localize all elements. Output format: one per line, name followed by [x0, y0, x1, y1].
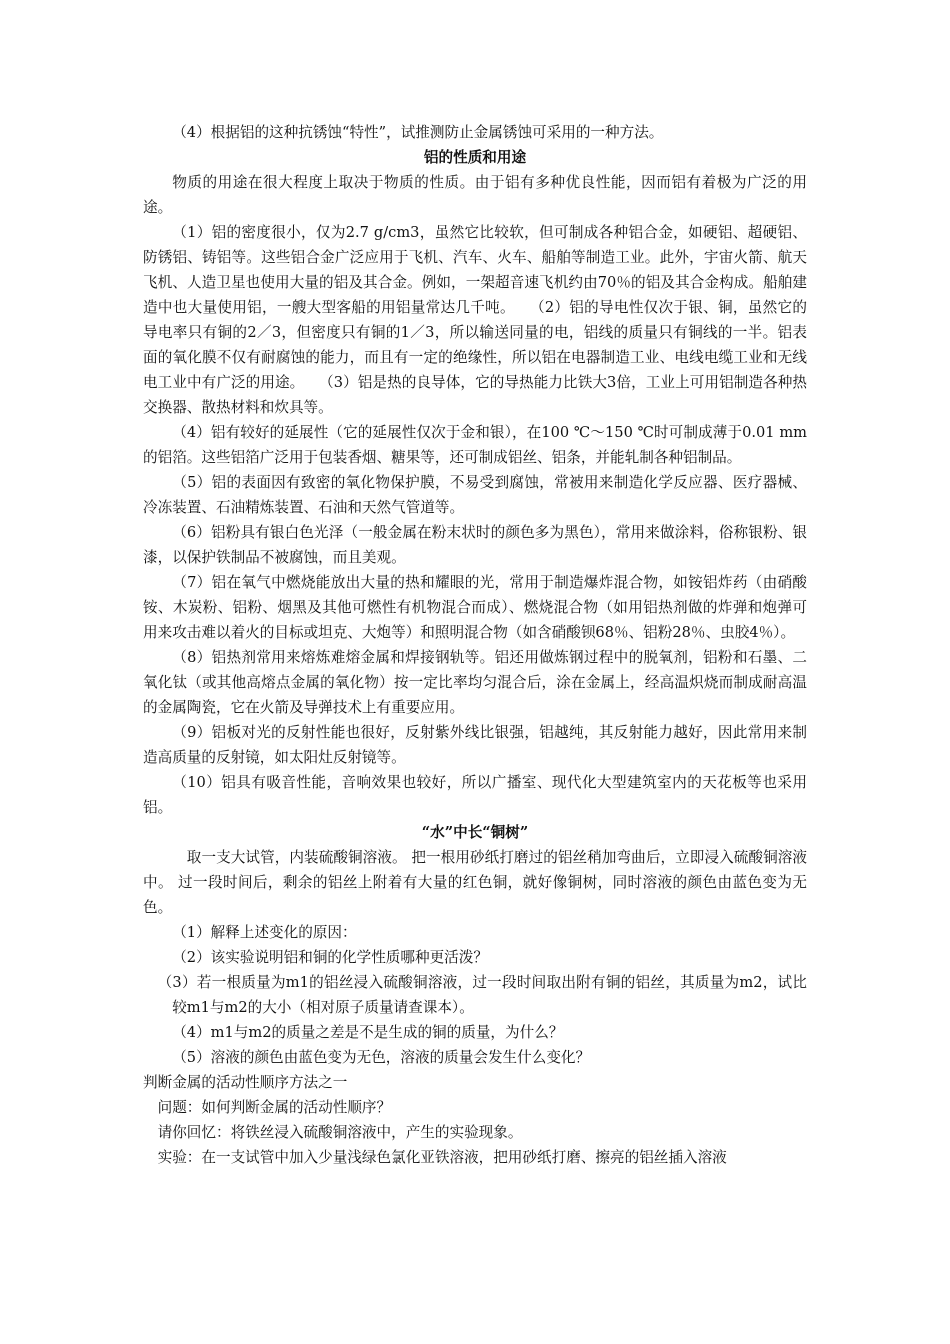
aluminum-property-5-paragraph: （5）铝的表面因有致密的氧化物保护膜，不易受到腐蚀，常被用来制造化学反应器、医疗器械、冷冻装置、石油精炼装置、石油和天然气管道等。 [143, 474, 807, 516]
aluminum-property-9-paragraph: （9）铝板对光的反射性能也很好，反射紫外线比银强，铝越纯，其反射能力越好，因此常用来制造高质量的反射镜，如太阳灶反射镜等。 [143, 724, 807, 766]
aluminum-property-1-3-paragraph: （1）铝的密度很小，仅为2.7 g/cm3，虽然它比较软，但可制成各种铝合金，如硬铝、超硬铝、防锈铝、铸铝等。这些铝合金广泛应用于飞机、汽车、火车、船舶等制造工业。此外，宇宙火箭、航天飞机、人造卫星也使用大量的铝及其合金。例如，一架超音速飞机约由70％的铝及其合金构成。船舶建造中也大量使用铝，一艘大型客船的用铝量常达几千吨。 （2）铝的导电性仅次于银、铜，虽然它的导电率只有铜的2／3，但密度只有铜的1／3，所以输送同量的电，铝线的质量只有铜线的一半。铝表面的氧化膜不仅有耐腐蚀的能力，而且有一定的绝缘性，所以铝在电器制造工业、电线电缆工业和无线电工业中有广泛的用途。 （3）铝是热的良导体，它的导热能力比铁大3倍，工业上可用铝制造各种热交换器、散热材料和炊具等。 [143, 224, 807, 416]
aluminum-property-7-paragraph: （7）铝在氧气中燃烧能放出大量的热和耀眼的光，常用于制造爆炸混合物，如铵铝炸药（由硝酸铵、木炭粉、铝粉、烟黑及其他可燃性有机物混合而成）、燃烧混合物（如用铝热剂做的炸弹和炮弹可用来攻击难以着火的目标或坦克、大炮等）和照明混合物（如含硝酸钡68％、铝粉28％、虫胶4％）。 [143, 574, 807, 641]
section-title-aluminum-properties: 铝的性质和用途 [423, 149, 527, 166]
aluminum-intro-paragraph: 物质的用途在很大程度上取决于物质的性质。由于铝有多种优良性能，因而铝有着极为广泛的用途。 [143, 174, 807, 216]
copper-tree-question-5: （5）溶液的颜色由蓝色变为无色，溶液的质量会发生什么变化？ [172, 1049, 591, 1066]
metal-activity-question: 问题：如何判断金属的活动性顺序？ [157, 1099, 392, 1116]
copper-tree-question-1: （1）解释上述变化的原因： [172, 924, 357, 941]
aluminum-property-4-paragraph: （4）铝有较好的延展性（它的延展性仅次于金和银），在100 ℃～150 ℃时可制成薄于0.01 mm的铝箔。这些铝箔广泛用于包装香烟、糖果等，还可制成铝丝、铝条，并能轧制各种铝制品。 [143, 424, 807, 466]
aluminum-property-6-paragraph: （6）铝粉具有银白色光泽（一般金属在粉末状时的颜色多为黑色），常用来做涂料，俗称银粉、银漆，以保护铁制品不被腐蚀，而且美观。 [143, 524, 807, 566]
question-rust-prevention: （4）根据铝的这种抗锈蚀“特性”，试推测防止金属锈蚀可采用的一种方法。 [172, 124, 664, 141]
metal-activity-experiment: 实验：在一支试管中加入少量浅绿色氯化亚铁溶液，把用砂纸打磨、擦亮的铝丝插入溶液 [157, 1149, 727, 1166]
section-title-copper-tree: “水”中长“铜树” [421, 824, 529, 841]
copper-tree-question-4: （4）m1与m2的质量之差是不是生成的铜的质量，为什么？ [172, 1024, 564, 1041]
copper-tree-intro-paragraph: 取一支大试管，内装硫酸铜溶液。 把一根用砂纸打磨过的铝丝稍加弯曲后，立即浸入硫酸铜溶液中。 过一段时间后，剩余的铝丝上附着有大量的红色铜，就好像铜树，同时溶液的颜色由蓝色变为无色。 [143, 849, 807, 916]
metal-activity-recall: 请你回忆：将铁丝浸入硫酸铜溶液中，产生的实验现象。 [157, 1124, 523, 1141]
aluminum-property-10-paragraph: （10）铝具有吸音性能，音响效果也较好，所以广播室、现代化大型建筑室内的天花板等也采用铝。 [143, 774, 807, 816]
aluminum-property-8-paragraph: （8）铝热剂常用来熔炼难熔金属和焊接钢轨等。铝还用做炼钢过程中的脱氧剂，铝粉和石墨、二氧化钛（或其他高熔点金属的氧化物）按一定比率均匀混合后，涂在金属上，经高温炽烧而制成耐高温的金属陶瓷，它在火箭及导弹技术上有重要应用。 [143, 649, 807, 716]
document-body [143, 120, 807, 1170]
copper-tree-question-3: （3）若一根质量为m1的铝丝浸入硫酸铜溶液，过一段时间取出附有铜的铝丝，其质量为m2，试比较m1与m2的大小（相对原子质量请查课本）。 [157, 974, 807, 1016]
section-title-metal-activity: 判断金属的活动性顺序方法之一 [143, 1074, 348, 1091]
copper-tree-question-2: （2）该实验说明铝和铜的化学性质哪种更活泼？ [172, 949, 488, 966]
